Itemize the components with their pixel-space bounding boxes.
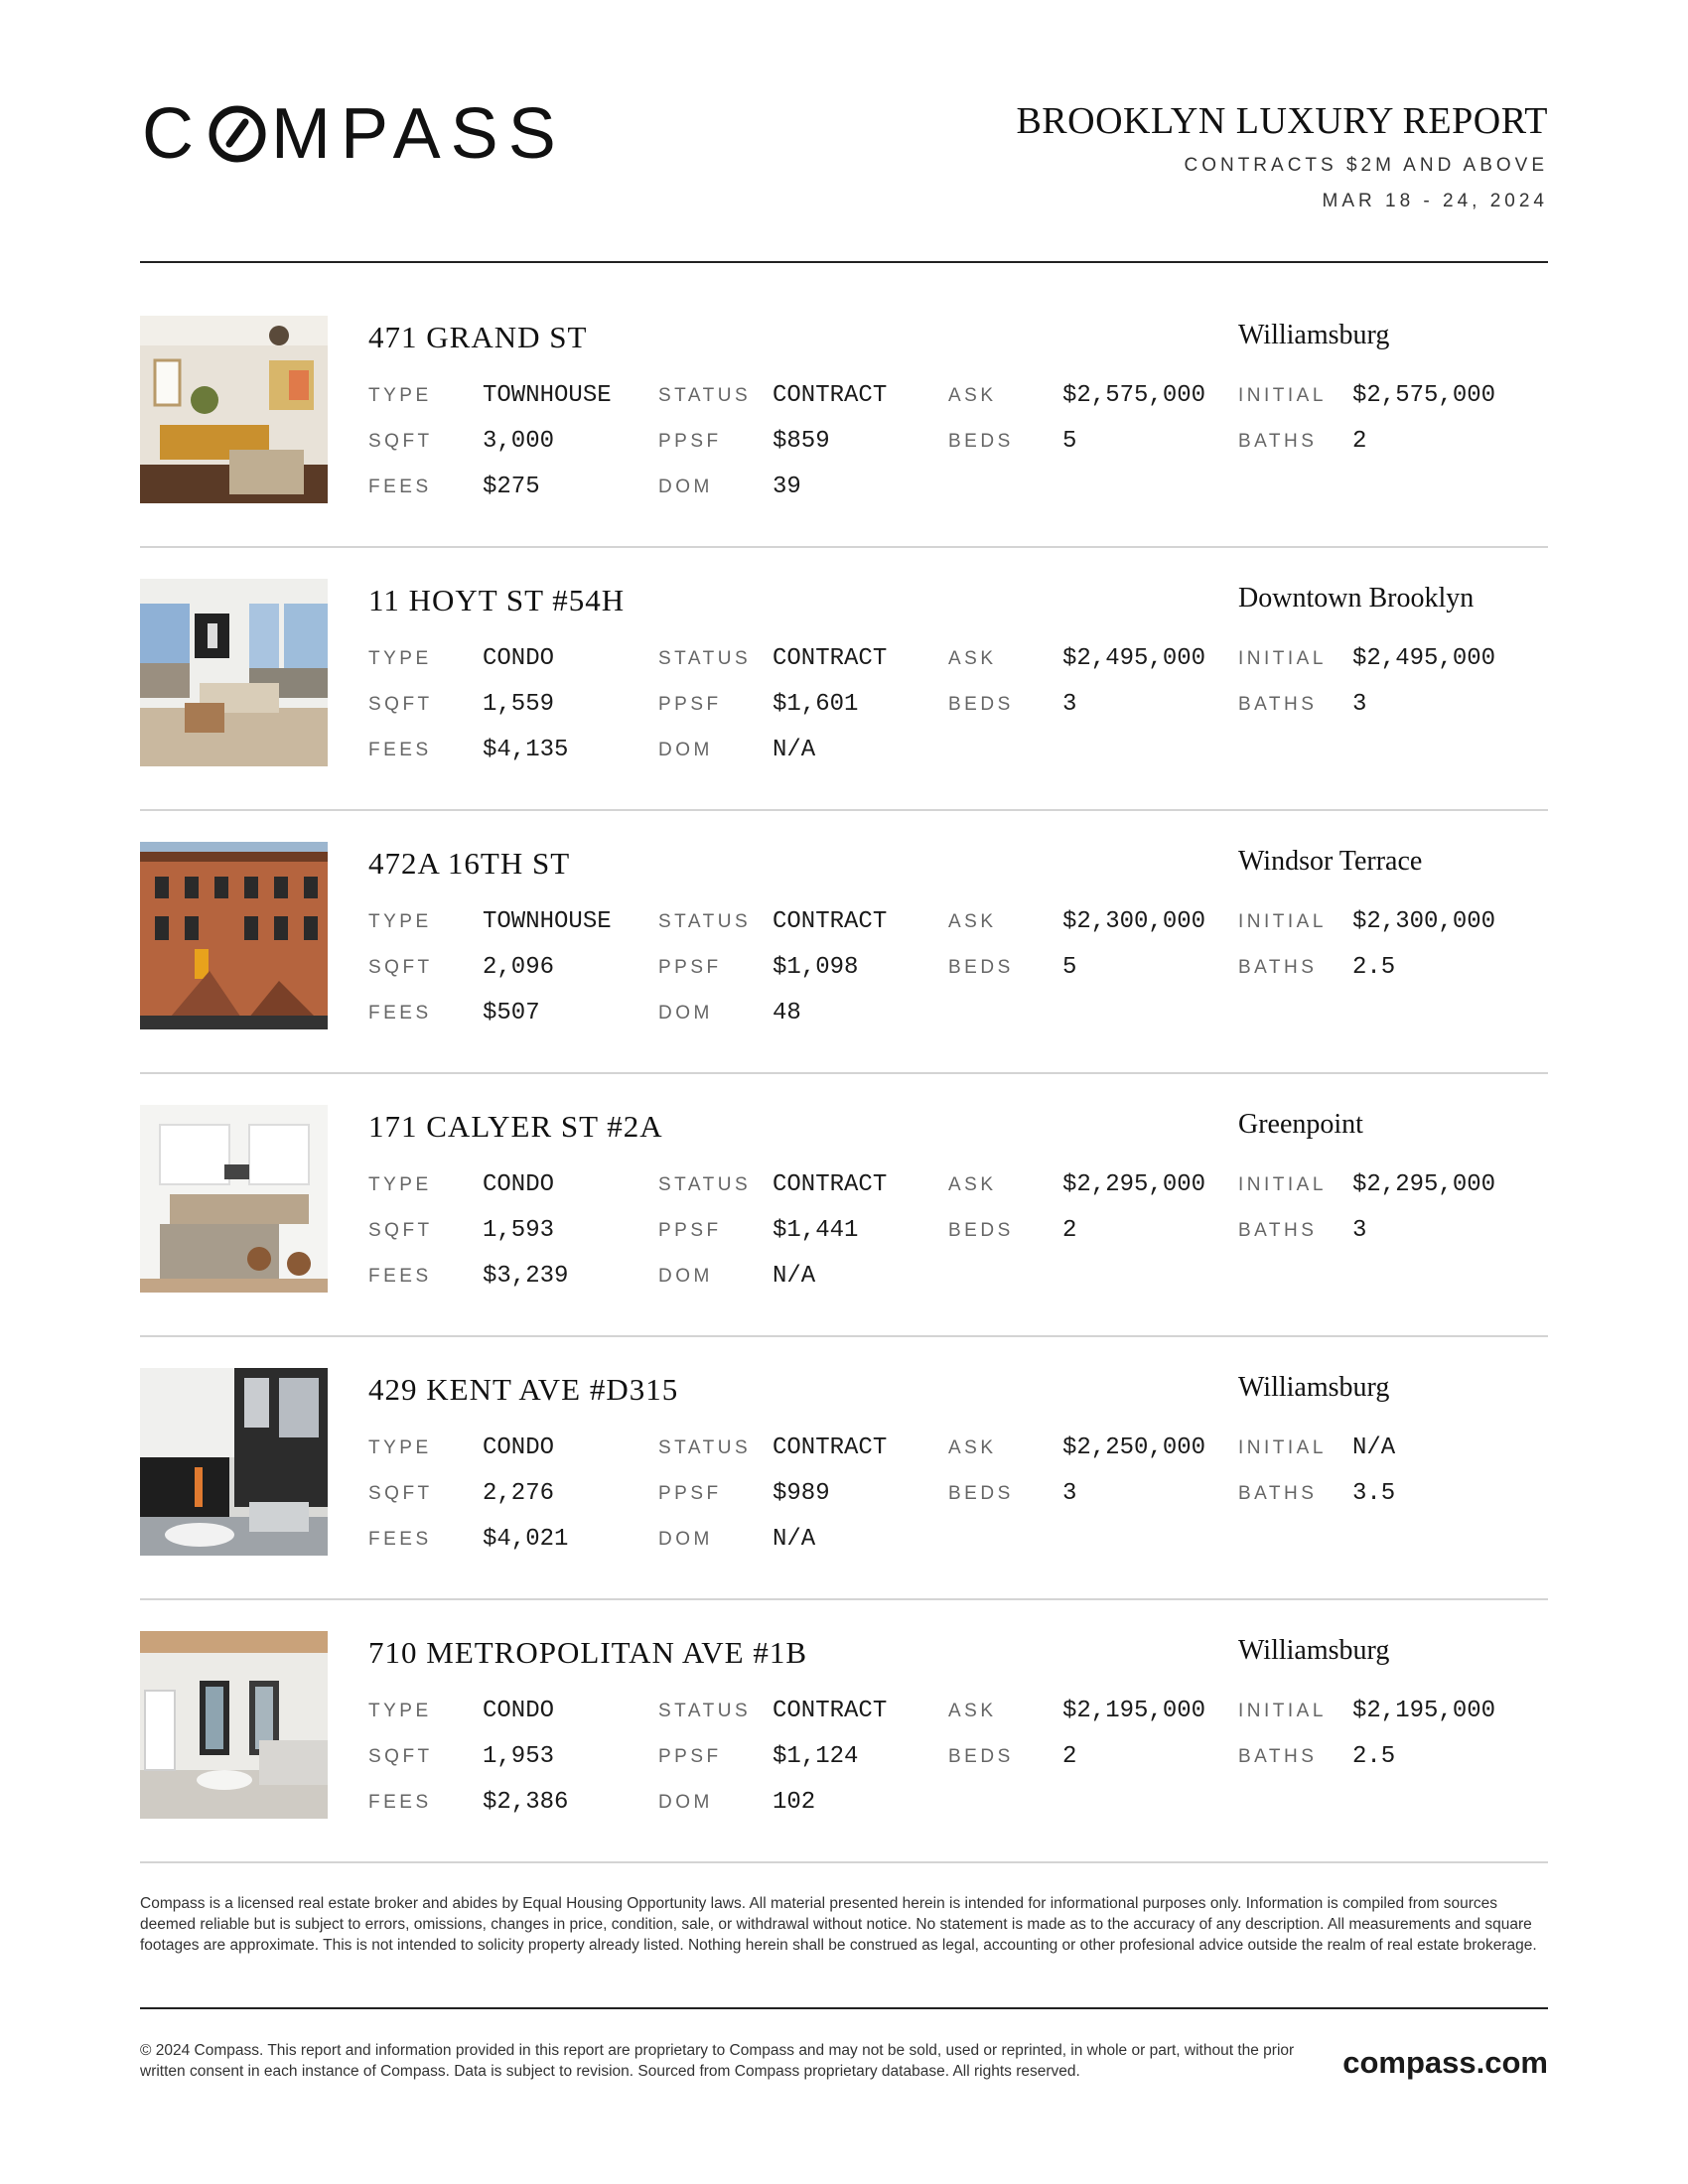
sqft-label: SQFT <box>368 1220 433 1241</box>
listing-row <box>140 316 1548 504</box>
sqft-value: 1,593 <box>483 1217 555 1244</box>
dom-value: N/A <box>773 1263 816 1290</box>
report-page <box>140 0 1548 2184</box>
baths-label: BATHS <box>1238 694 1318 715</box>
baths-label: BATHS <box>1238 957 1318 978</box>
ppsf-value: $989 <box>773 1480 830 1507</box>
ask-value: $2,300,000 <box>1062 908 1206 935</box>
status-value: CONTRACT <box>773 908 888 935</box>
initial-value: $2,495,000 <box>1352 645 1496 672</box>
baths-value: 2.5 <box>1352 1743 1396 1770</box>
listing-neighborhood: Windsor Terrace <box>1238 846 1423 877</box>
dom-label: DOM <box>658 477 713 497</box>
type-value: TOWNHOUSE <box>483 908 612 935</box>
baths-value: 2 <box>1352 428 1367 455</box>
logo-letter-c: C <box>142 94 204 174</box>
listing-address: 472A 16TH ST <box>368 846 571 881</box>
baths-value: 3 <box>1352 1217 1367 1244</box>
beds-value: 3 <box>1062 691 1077 718</box>
ask-label: ASK <box>948 911 997 932</box>
fees-label: FEES <box>368 1792 432 1813</box>
ask-value: $2,195,000 <box>1062 1698 1206 1724</box>
initial-label: INITIAL <box>1238 648 1327 669</box>
sqft-value: 3,000 <box>483 428 555 455</box>
dom-label: DOM <box>658 1792 713 1813</box>
ask-label: ASK <box>948 385 997 406</box>
status-value: CONTRACT <box>773 1434 888 1461</box>
ppsf-label: PPSF <box>658 431 722 452</box>
compass-logo <box>142 94 566 174</box>
status-value: CONTRACT <box>773 382 888 409</box>
listing-photo <box>140 1368 328 1556</box>
initial-value: $2,295,000 <box>1352 1171 1496 1198</box>
status-label: STATUS <box>658 385 752 406</box>
baths-value: 3.5 <box>1352 1480 1396 1507</box>
ppsf-label: PPSF <box>658 1746 722 1767</box>
ask-value: $2,295,000 <box>1062 1171 1206 1198</box>
initial-label: INITIAL <box>1238 1174 1327 1195</box>
listing-row <box>140 579 1548 767</box>
listing-row <box>140 1105 1548 1294</box>
listing-divider <box>140 1072 1548 1074</box>
listing-address: 171 CALYER ST #2A <box>368 1109 663 1144</box>
dom-value: 102 <box>773 1789 816 1816</box>
initial-label: INITIAL <box>1238 1437 1327 1458</box>
beds-label: BEDS <box>948 694 1014 715</box>
website-link[interactable]: compass.com <box>1342 2045 1548 2080</box>
sqft-label: SQFT <box>368 694 433 715</box>
status-label: STATUS <box>658 648 752 669</box>
listing-photo <box>140 842 328 1029</box>
ppsf-label: PPSF <box>658 1220 722 1241</box>
fees-value: $275 <box>483 474 540 500</box>
ask-label: ASK <box>948 1437 997 1458</box>
listing-divider <box>140 1861 1548 1863</box>
sqft-label: SQFT <box>368 1746 433 1767</box>
fees-label: FEES <box>368 477 432 497</box>
listing-photo <box>140 316 328 503</box>
initial-label: INITIAL <box>1238 911 1327 932</box>
beds-label: BEDS <box>948 1220 1014 1241</box>
sqft-value: 1,953 <box>483 1743 555 1770</box>
listing-row <box>140 842 1548 1030</box>
dom-label: DOM <box>658 1266 713 1287</box>
ppsf-label: PPSF <box>658 957 722 978</box>
status-label: STATUS <box>658 911 752 932</box>
baths-label: BATHS <box>1238 431 1318 452</box>
status-value: CONTRACT <box>773 1698 888 1724</box>
initial-label: INITIAL <box>1238 1701 1327 1721</box>
listing-photo <box>140 579 328 766</box>
listing-neighborhood: Williamsburg <box>1238 1372 1390 1403</box>
baths-label: BATHS <box>1238 1746 1318 1767</box>
sqft-value: 2,096 <box>483 954 555 981</box>
listing-address: 710 METROPOLITAN AVE #1B <box>368 1635 808 1670</box>
dom-value: 39 <box>773 474 801 500</box>
listing-row <box>140 1368 1548 1557</box>
fees-label: FEES <box>368 1266 432 1287</box>
ppsf-value: $1,124 <box>773 1743 859 1770</box>
sqft-value: 1,559 <box>483 691 555 718</box>
type-value: TOWNHOUSE <box>483 382 612 409</box>
fees-value: $3,239 <box>483 1263 569 1290</box>
dom-value: N/A <box>773 1526 816 1553</box>
listing-neighborhood: Downtown Brooklyn <box>1238 583 1475 614</box>
listing-photo <box>140 1631 328 1819</box>
beds-value: 5 <box>1062 954 1077 981</box>
ppsf-label: PPSF <box>658 1483 722 1504</box>
listing-neighborhood: Williamsburg <box>1238 320 1390 350</box>
header-divider <box>140 261 1548 263</box>
type-label: TYPE <box>368 648 432 669</box>
listing-address: 429 KENT AVE #D315 <box>368 1372 679 1407</box>
beds-value: 2 <box>1062 1217 1077 1244</box>
sqft-label: SQFT <box>368 1483 433 1504</box>
report-date: MAR 18 - 24, 2024 <box>1322 191 1548 211</box>
listing-neighborhood: Greenpoint <box>1238 1109 1363 1140</box>
ppsf-value: $1,601 <box>773 691 859 718</box>
sqft-label: SQFT <box>368 431 433 452</box>
baths-label: BATHS <box>1238 1220 1318 1241</box>
beds-label: BEDS <box>948 1483 1014 1504</box>
status-label: STATUS <box>658 1174 752 1195</box>
fees-value: $507 <box>483 1000 540 1026</box>
beds-label: BEDS <box>948 431 1014 452</box>
type-label: TYPE <box>368 1437 432 1458</box>
ask-value: $2,495,000 <box>1062 645 1206 672</box>
baths-value: 3 <box>1352 691 1367 718</box>
ask-label: ASK <box>948 1701 997 1721</box>
type-value: CONDO <box>483 1171 555 1198</box>
listing-address: 471 GRAND ST <box>368 320 588 354</box>
footer-divider <box>140 2007 1548 2009</box>
beds-label: BEDS <box>948 957 1014 978</box>
ppsf-value: $1,441 <box>773 1217 859 1244</box>
status-label: STATUS <box>658 1701 752 1721</box>
logo-compass-o-icon <box>208 104 267 164</box>
ask-value: $2,575,000 <box>1062 382 1206 409</box>
ppsf-value: $1,098 <box>773 954 859 981</box>
copyright-notice: © 2024 Compass. This report and information provided in this report are proprietary to Compass and may not be sold, used or reprinted, in whole or part, without the prior written consent in each instance of Compass. Data is subject to revision. Sourced from Compass proprietary database. All rights reserved. <box>140 2042 1295 2080</box>
fees-label: FEES <box>368 1529 432 1550</box>
initial-value: $2,575,000 <box>1352 382 1496 409</box>
status-value: CONTRACT <box>773 1171 888 1198</box>
baths-value: 2.5 <box>1352 954 1396 981</box>
logo-letters-mpass: MPASS <box>271 94 566 174</box>
beds-value: 2 <box>1062 1743 1077 1770</box>
dom-value: 48 <box>773 1000 801 1026</box>
fees-value: $4,021 <box>483 1526 569 1553</box>
dom-label: DOM <box>658 1003 713 1024</box>
legal-disclaimer: Compass is a licensed real estate broker and abides by Equal Housing Opportunity laws. All material presented herein is intended for informational purposes only. Information is compiled from sources deemed reliable but is subject to errors, omissions, changes in price, condition, sale, or withdrawal without notice. No statement is made as to the accuracy of any description. All measurements and square footages are approximate. This is not intended to solicity property already listed. Nothing herein shall be construed as legal, accounting or other profesional advice outside the realm of real estate brokerage. <box>140 1895 1537 1954</box>
listing-divider <box>140 1335 1548 1337</box>
fees-label: FEES <box>368 1003 432 1024</box>
fees-value: $2,386 <box>483 1789 569 1816</box>
baths-label: BATHS <box>1238 1483 1318 1504</box>
ask-value: $2,250,000 <box>1062 1434 1206 1461</box>
initial-value: $2,300,000 <box>1352 908 1496 935</box>
ask-label: ASK <box>948 1174 997 1195</box>
listing-address: 11 HOYT ST #54H <box>368 583 626 617</box>
type-value: CONDO <box>483 1434 555 1461</box>
status-label: STATUS <box>658 1437 752 1458</box>
type-label: TYPE <box>368 1701 432 1721</box>
listing-photo <box>140 1105 328 1293</box>
type-value: CONDO <box>483 1698 555 1724</box>
ppsf-label: PPSF <box>658 694 722 715</box>
dom-label: DOM <box>658 1529 713 1550</box>
dom-value: N/A <box>773 737 816 763</box>
type-label: TYPE <box>368 911 432 932</box>
initial-value: N/A <box>1352 1434 1396 1461</box>
ask-label: ASK <box>948 648 997 669</box>
fees-value: $4,135 <box>483 737 569 763</box>
beds-label: BEDS <box>948 1746 1014 1767</box>
beds-value: 5 <box>1062 428 1077 455</box>
listing-neighborhood: Williamsburg <box>1238 1635 1390 1666</box>
sqft-label: SQFT <box>368 957 433 978</box>
type-label: TYPE <box>368 1174 432 1195</box>
report-title: BROOKLYN LUXURY REPORT <box>1016 100 1548 142</box>
report-subtitle: CONTRACTS $2M AND ABOVE <box>1184 155 1548 176</box>
initial-value: $2,195,000 <box>1352 1698 1496 1724</box>
listing-divider <box>140 1598 1548 1600</box>
type-label: TYPE <box>368 385 432 406</box>
ppsf-value: $859 <box>773 428 830 455</box>
type-value: CONDO <box>483 645 555 672</box>
listing-divider <box>140 546 1548 548</box>
status-value: CONTRACT <box>773 645 888 672</box>
sqft-value: 2,276 <box>483 1480 555 1507</box>
fees-label: FEES <box>368 740 432 760</box>
initial-label: INITIAL <box>1238 385 1327 406</box>
beds-value: 3 <box>1062 1480 1077 1507</box>
listing-divider <box>140 809 1548 811</box>
dom-label: DOM <box>658 740 713 760</box>
listing-row <box>140 1631 1548 1820</box>
